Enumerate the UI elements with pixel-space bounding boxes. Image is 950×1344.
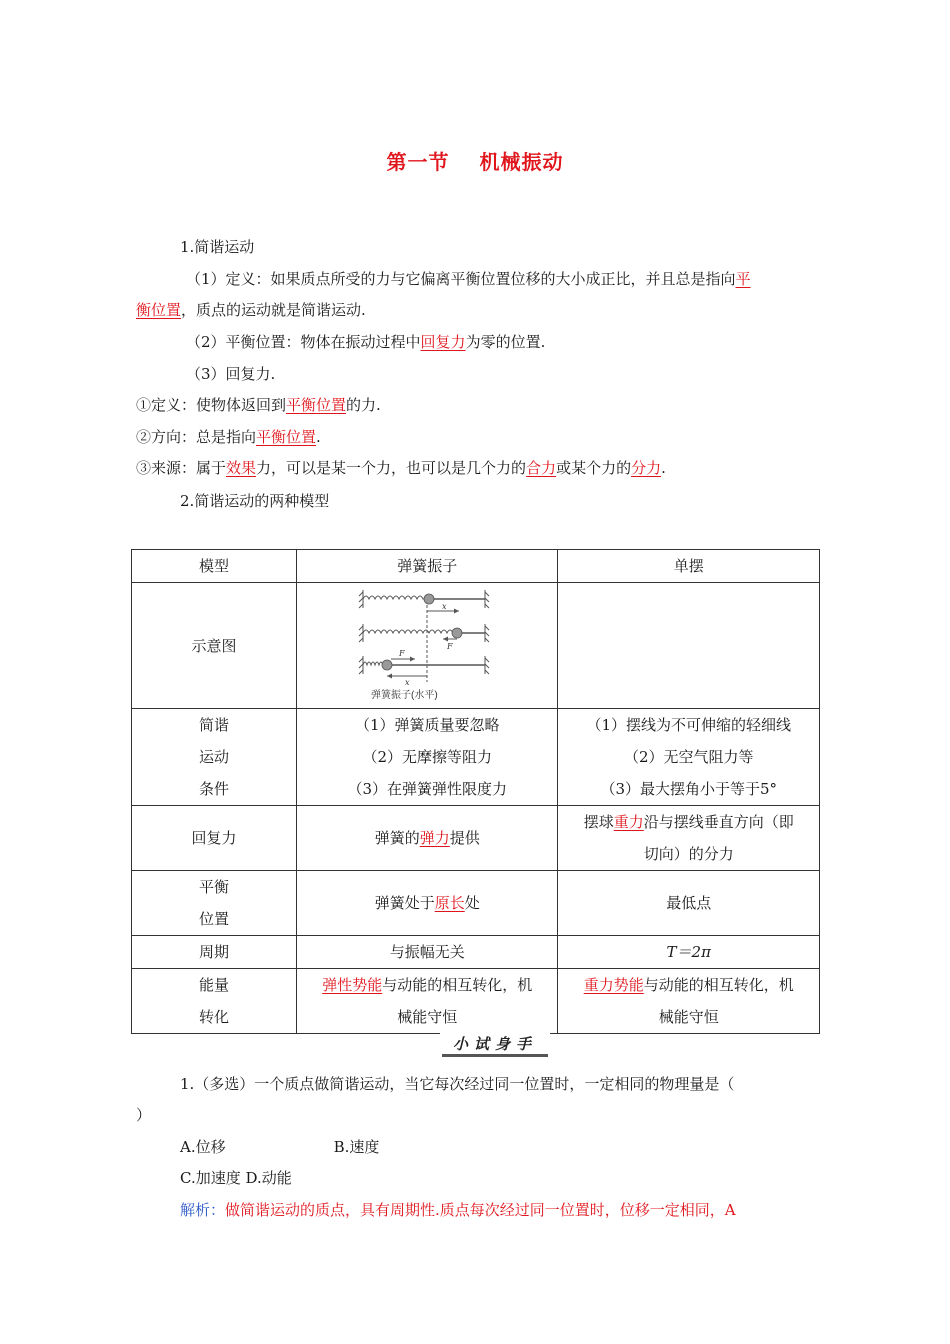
question-1-analysis bbox=[180, 1200, 860, 1220]
table-cell: 摆球重力沿与摆线垂直方向（即 切向）的分力 bbox=[558, 806, 820, 871]
question-1-options-cd: C.加速度 D.动能 bbox=[180, 1169, 292, 1187]
table-row bbox=[132, 806, 820, 871]
page-title bbox=[0, 146, 950, 175]
row-label: 简谐 运动 条件 bbox=[132, 709, 297, 806]
title-part-1: 第一节 bbox=[386, 150, 450, 174]
option-a: A.位移 bbox=[180, 1138, 226, 1156]
pendulum-figure-cell bbox=[558, 583, 820, 709]
table-cell: 与振幅无关 bbox=[296, 936, 558, 969]
answer-blank: 衡位置 bbox=[136, 301, 182, 319]
answer-blank: 原长 bbox=[434, 894, 465, 912]
table-cell: 重力势能与动能的相互转化，机 械能守恒 bbox=[558, 969, 820, 1034]
section-1-heading: 1.简谐运动 bbox=[180, 238, 255, 256]
header-cell: 弹簧振子 bbox=[296, 550, 558, 583]
badge-label: 小试身手 bbox=[452, 1035, 537, 1053]
row-label: 回复力 bbox=[132, 806, 297, 871]
section-badge bbox=[440, 1030, 550, 1058]
badge-underline bbox=[442, 1054, 548, 1057]
figure-caption: 弹簧振子(水平) bbox=[371, 689, 438, 701]
section-2-heading: 2.简谐运动的两种模型 bbox=[180, 492, 330, 510]
fig-label-x: x bbox=[405, 677, 410, 687]
analysis-label: 解析： bbox=[180, 1201, 226, 1219]
header-cell: 模型 bbox=[132, 550, 297, 583]
answer-blank: 平 bbox=[735, 270, 751, 288]
restoring-force-heading: （3）回复力. bbox=[186, 365, 276, 383]
table-cell: 弹性势能与动能的相互转化，机 械能守恒 bbox=[296, 969, 558, 1034]
table-row bbox=[132, 936, 820, 969]
spring-oscillator-diagram bbox=[357, 586, 497, 706]
answer-blank: 弹力 bbox=[419, 829, 450, 847]
row-label: 示意图 bbox=[132, 583, 297, 709]
answer-blank: 合力 bbox=[526, 459, 557, 477]
row-label: 平衡 位置 bbox=[132, 871, 297, 936]
answer-blank: 重力势能 bbox=[583, 976, 644, 994]
fig-label-F: F bbox=[399, 648, 405, 658]
answer-blank: 平衡位置 bbox=[256, 428, 317, 446]
table-cell: 最低点 bbox=[558, 871, 820, 936]
question-1-stem-end: ） bbox=[136, 1106, 152, 1124]
header-cell: 单摆 bbox=[558, 550, 820, 583]
answer-blank: 弹性势能 bbox=[322, 976, 383, 994]
analysis-text: 做简谐运动的质点，具有周期性.质点每次经过同一位置时，位移一定相同，A bbox=[225, 1201, 736, 1219]
table-cell: 弹簧的弹力提供 bbox=[296, 806, 558, 871]
models-table bbox=[131, 549, 820, 1034]
table-row bbox=[132, 871, 820, 936]
restoring-force-direction: ②方向：总是指向平衡位置. bbox=[136, 428, 321, 446]
table-cell: T＝2π bbox=[558, 936, 820, 969]
spring-oscillator-figure-cell bbox=[296, 583, 558, 709]
answer-blank: 重力 bbox=[613, 813, 644, 831]
table-row bbox=[132, 583, 820, 709]
title-part-2: 机械振动 bbox=[479, 150, 564, 174]
answer-blank: 分力 bbox=[631, 459, 662, 477]
answer-blank: 平衡位置 bbox=[286, 396, 347, 414]
table-cell: （1）摆线为不可伸缩的轻细线 （2）无空气阻力等 （3）最大摆角小于等于5° bbox=[558, 709, 820, 806]
question-1-stem: 1.（多选）一个质点做简谐运动，当它每次经过同一位置时，一定相同的物理量是（ bbox=[180, 1075, 735, 1093]
fig-label-F: F bbox=[447, 641, 453, 651]
restoring-force-source: ③来源：属于效果力，可以是某一个力，也可以是几个力的合力或某个力的分力. bbox=[136, 459, 666, 477]
definition-line-1: （1）定义：如果质点所受的力与它偏离平衡位置位移的大小成正比，并且总是指向平 bbox=[186, 270, 751, 288]
definition-line-2: 衡位置，质点的运动就是简谐运动. bbox=[136, 301, 366, 319]
fig-label-x: x bbox=[442, 601, 447, 611]
restoring-force-definition: ①定义：使物体返回到平衡位置的力. bbox=[136, 396, 381, 414]
table-row bbox=[132, 709, 820, 806]
answer-blank: 效果 bbox=[226, 459, 257, 477]
table-row bbox=[132, 550, 820, 583]
row-label: 周期 bbox=[132, 936, 297, 969]
question-1-options-ab bbox=[180, 1137, 860, 1157]
row-label: 能量 转化 bbox=[132, 969, 297, 1034]
table-row bbox=[132, 969, 820, 1034]
option-b: B.速度 bbox=[333, 1138, 380, 1156]
equilibrium-line: （2）平衡位置：物体在振动过程中回复力为零的位置. bbox=[186, 333, 546, 351]
table-cell: （1）弹簧质量要忽略 （2）无摩擦等阻力 （3）在弹簧弹性限度力 bbox=[296, 709, 558, 806]
answer-blank: 回复力 bbox=[420, 333, 466, 351]
table-cell: 弹簧处于原长处 bbox=[296, 871, 558, 936]
